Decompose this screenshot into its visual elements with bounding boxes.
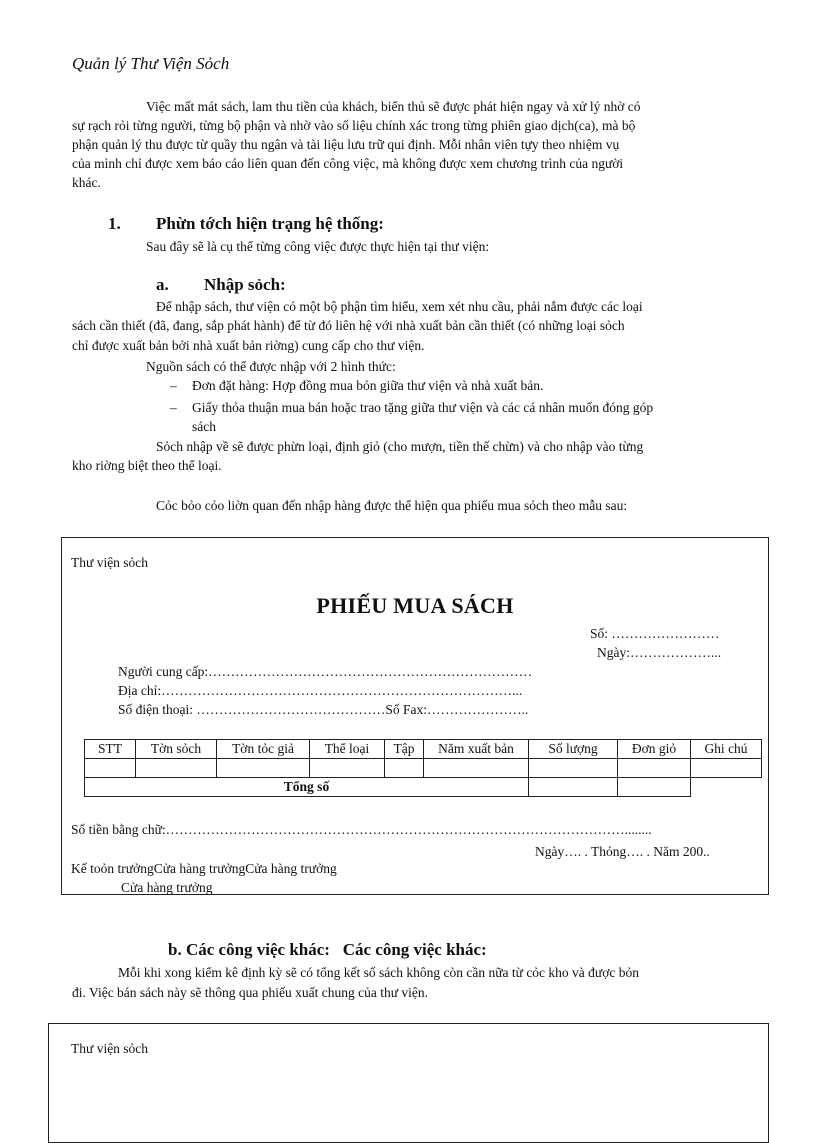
bullet-1: – Đơn đặt hàng: Hợp đồng mua bỏn giữa thư viện và nhà xuất bản. <box>170 378 544 393</box>
source-intro: Nguồn sách có thể được nhập với 2 hình thức: <box>146 359 396 374</box>
form-number: Số: …………………… <box>590 626 720 641</box>
signers-line-2: Cửa hàng trưởng <box>121 880 213 895</box>
section-a-title: Nhập sỏch: <box>204 275 286 294</box>
bullet-2: – Giấy thỏa thuận mua bán hoặc trao tặng giữa thư viện và các cá nhân muốn đóng góp <box>170 400 654 415</box>
purchase-form <box>61 537 769 895</box>
table-total-row <box>85 778 762 797</box>
col-author: Tờn tỏc giả <box>217 740 310 759</box>
section-b-title: b. Các công việc khác: Các công việc khác: <box>168 940 487 959</box>
col-book-name: Tờn sỏch <box>136 740 217 759</box>
books-table <box>84 739 762 797</box>
document-header: Quản lý Thư Viện Sỏch <box>72 54 230 73</box>
section-1-title: Phừn tớch hiện trạng hệ thống: <box>156 214 384 233</box>
intro-line-3: phận quản lý thu được từ quầy thu ngân và tài liệu lưu trữ qui định. Mỗi nhân viên tựy theo nhiệm vụ <box>72 137 620 152</box>
intro-line-2: sự rạch rỏi từng người, từng bộ phận và nhờ vào số liệu chính xác trong từng phiên giao dịch(ca), mà bộ <box>72 118 636 133</box>
bullet-dash: – <box>170 400 177 415</box>
address-field: Địa chỉ:……………………………………………………………………... <box>118 683 523 698</box>
intro-line-5: khác. <box>72 175 101 190</box>
col-price: Đơn giỏ <box>618 740 691 759</box>
col-category: Thể loại <box>310 740 385 759</box>
form2-org: Thư viện sỏch <box>71 1041 149 1056</box>
section-1-number: 1. <box>108 214 121 233</box>
signers-line: Kế toỏn trưởngCửa hàng trưởngCửa hàng trưởng <box>71 861 337 876</box>
intro-line-4: của mình chỉ được xem báo cáo liên quan đến công việc, mà không được xem chương trình của người <box>72 156 624 171</box>
section-a-line-3: chỉ được xuất bản bởi nhà xuất bản riờng) cung cấp cho thư viện. <box>72 338 425 353</box>
intro-line-1: Việc mất mát sách, lam thu tiền của khách, biển thủ sẽ được phát hiện ngay và xử lý nhờ có <box>146 99 641 114</box>
total-label: Tổng số <box>85 778 529 797</box>
form-date: Ngày:………………... <box>597 645 722 660</box>
phone-fax-field: Số điện thoại: ……………………………………Số Fax:………………….. <box>118 702 529 717</box>
table-header-row <box>85 740 762 759</box>
export-form <box>48 1023 769 1143</box>
section-a-line-1: Để nhập sách, thư viện có một bộ phận tìm hiểu, xem xét nhu cầu, phải nắm được các loại <box>156 299 643 314</box>
section-b-line-2: đi. Việc bán sách này sẽ thông qua phiếu xuất chung của thư viện. <box>72 985 429 1000</box>
date-line: Ngày…. . Thỏng…. . Năm 200.. <box>535 844 710 859</box>
amount-in-words: Số tiền bằng chữ:…………………………………………………………………………………………........ <box>71 822 652 837</box>
section-1-text: Sau đây sẽ là cụ thể từng công việc được thực hiện tại thư viện: <box>146 239 490 254</box>
col-quantity: Số lượng <box>529 740 618 759</box>
section-a-line-2: sách cần thiết (đã, đang, sắp phát hành) để từ đó liên hệ với nhà xuất bản cần thiết (có những loại sỏch <box>72 318 625 333</box>
section-b-line-1: Mỗi khi xong kiểm kê định kỳ sẽ có tổng kết số sách không còn cần nữa từ cỏc kho và được bỏn <box>118 965 639 980</box>
classify-line-1: Sỏch nhập về sẽ được phừn loại, định giỏ (cho mượn, tiền thế chừn) và cho nhập vào từng <box>156 439 644 454</box>
bullet-2-continuation: sách <box>192 419 216 434</box>
bullet-dash: – <box>170 378 177 393</box>
col-notes: Ghi chú <box>691 740 762 759</box>
form-org: Thư viện sỏch <box>71 555 149 570</box>
form-title: PHIẾU MUA SÁCH <box>316 593 514 618</box>
form-intro: Cỏc bỏo cỏo liờn quan đến nhập hàng được thể hiện qua phiếu mua sỏch theo mẫu sau: <box>156 498 628 513</box>
col-year: Năm xuất bản <box>424 740 529 759</box>
classify-line-2: kho riờng biệt theo thể loại. <box>72 458 222 473</box>
col-volume: Tập <box>385 740 424 759</box>
section-a-number: a. <box>156 275 169 294</box>
supplier-field: Người cung cấp:……………………………………………………………… <box>118 664 533 679</box>
col-stt: STT <box>85 740 136 759</box>
table-row <box>85 759 762 778</box>
